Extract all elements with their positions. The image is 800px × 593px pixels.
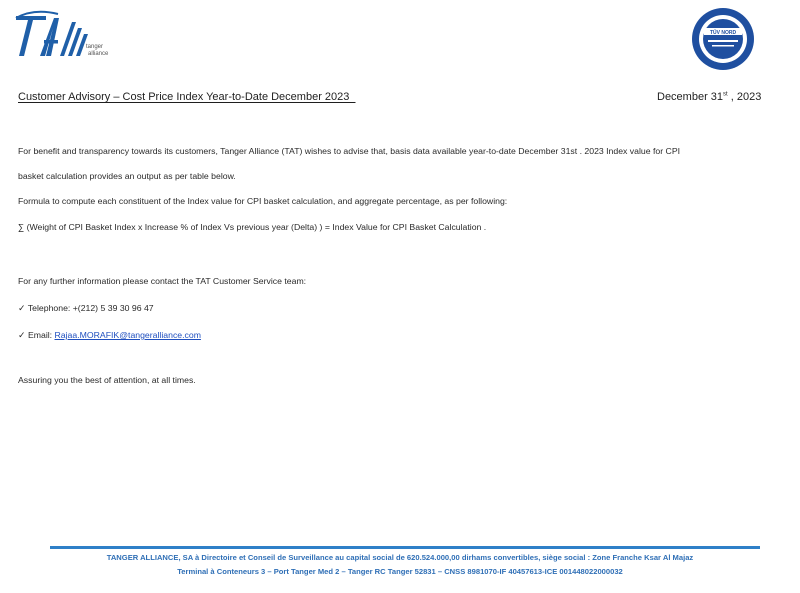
- advisory-date: [657, 91, 761, 103]
- date-day: December 31: [657, 91, 724, 103]
- telephone-text: Telephone: +(212) 5 39 30 96 47: [25, 303, 154, 313]
- footer-rule: [50, 546, 760, 549]
- tuv-nord-certification-seal: [690, 6, 756, 72]
- svg-text:TÜV NORD: TÜV NORD: [709, 30, 737, 36]
- intro-paragraph-line-1: For benefit and transparency towards its customers, Tanger Alliance (TAT) wishes to advise that, basis data available year-to-date December 31st . 2023 Index value for CPI: [18, 146, 681, 156]
- checkmark-icon: ✓: [18, 330, 26, 340]
- formula-intro: Formula to compute each constituent of the Index value for CPI basket calculation, and aggregate percentage, as per following:: [18, 196, 508, 206]
- tanger-alliance-logo: [14, 8, 122, 62]
- date-year: , 2023: [727, 91, 762, 103]
- formula-text: ∑ (Weight of CPI Basket Index x Increase % of Index Vs previous year (Delta) ) = Index Value for CPI Basket Calculation .: [18, 222, 487, 232]
- footer-line-2: Terminal à Conteneurs 3 – Port Tanger Med 2 – Tanger RC Tanger 52831 – CNSS 8981070-IF 40457613-ICE 001448022000032: [177, 567, 623, 576]
- svg-text:alliance: alliance: [88, 51, 109, 57]
- telephone-line: [18, 303, 154, 314]
- intro-paragraph-line-2: basket calculation provides an output as per table below.: [18, 171, 236, 181]
- footer-line-1: TANGER ALLIANCE, SA à Directoire et Conseil de Surveillance au capital social de 620.524.000,00 dirhams convertibles, siège social : Zone Franche Ksar Al Majaz: [106, 553, 694, 562]
- email-label: Email:: [25, 330, 55, 340]
- checkmark-icon: ✓: [18, 303, 26, 313]
- email-line: [18, 330, 201, 341]
- closing-line: Assuring you the best of attention, at all times.: [18, 375, 196, 385]
- contact-intro: For any further information please contact the TAT Customer Service team:: [18, 276, 307, 286]
- svg-text:tanger: tanger: [86, 44, 104, 50]
- email-link[interactable]: Rajaa.MORAFIK@tangeralliance.com: [54, 330, 201, 340]
- date-suffix: st: [723, 91, 728, 98]
- advisory-title: Customer Advisory – Cost Price Index Year-to-Date December 2023: [18, 91, 356, 103]
